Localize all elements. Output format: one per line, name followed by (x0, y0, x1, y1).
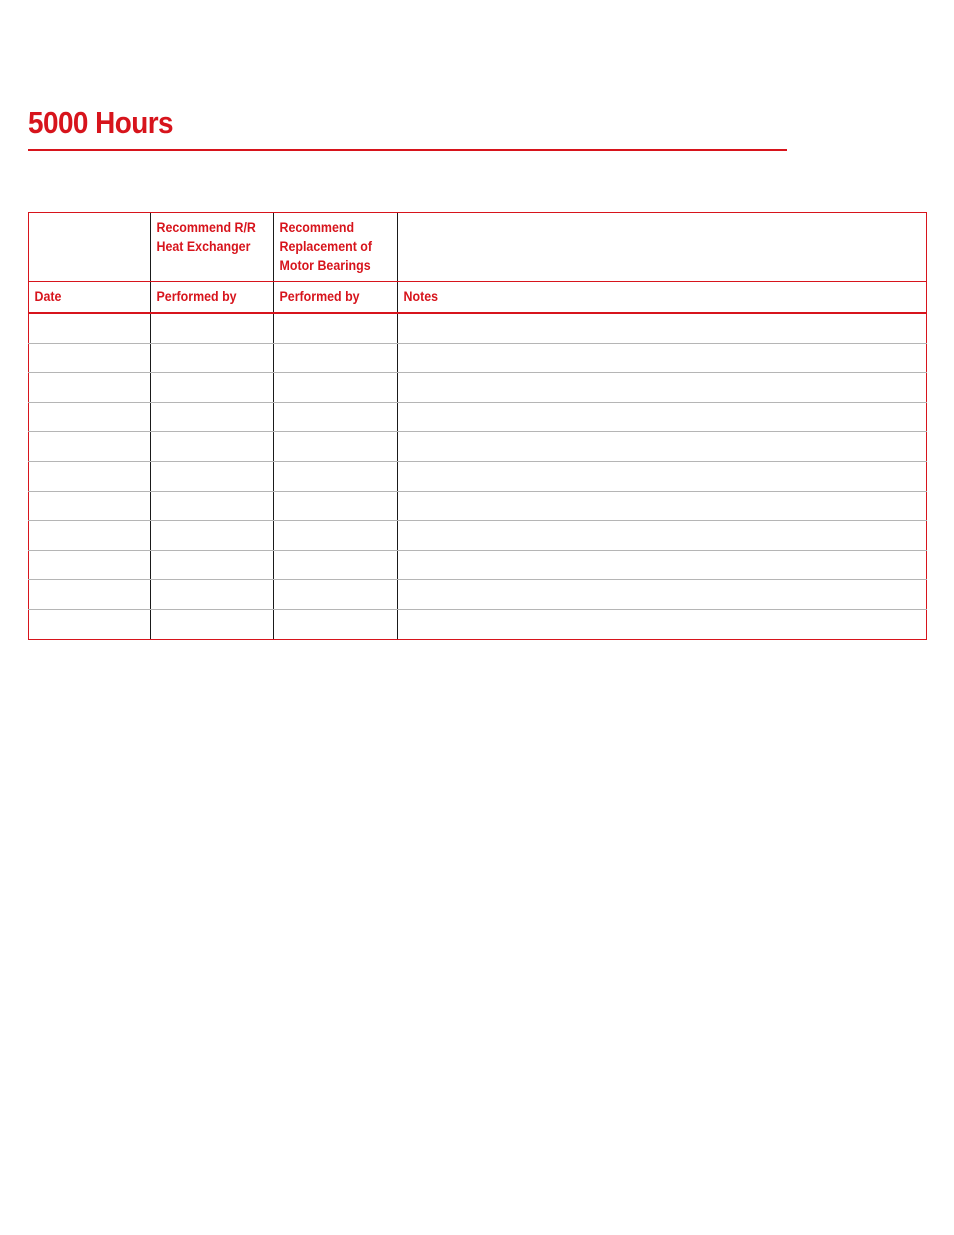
date-cell (29, 461, 151, 491)
table-row (29, 491, 927, 521)
heat-exchanger-performed-by-cell (151, 373, 274, 403)
motor-bearings-performed-by-cell (274, 432, 398, 462)
heat-exchanger-performed-by-cell (151, 609, 274, 639)
table-row (29, 343, 927, 373)
notes-cell (398, 432, 927, 462)
heat-exchanger-performed-by-cell (151, 432, 274, 462)
task-header-cell-heat-exchanger (151, 213, 274, 282)
table-row (29, 609, 927, 639)
notes-cell (398, 580, 927, 610)
motor-bearings-performed-by-cell (274, 580, 398, 610)
table-row (29, 550, 927, 580)
motor-bearings-performed-by-cell (274, 521, 398, 551)
table-row (29, 580, 927, 610)
task-header-cell-notes (398, 213, 927, 282)
motor-bearings-performed-by-cell (274, 491, 398, 521)
table-row (29, 432, 927, 462)
motor-bearings-performed-by-cell (274, 461, 398, 491)
motor-bearings-performed-by-cell (274, 343, 398, 373)
notes-cell (398, 402, 927, 432)
table-row (29, 402, 927, 432)
title-divider (28, 149, 787, 151)
notes-cell (398, 343, 927, 373)
heat-exchanger-performed-by-cell (151, 461, 274, 491)
task-header-motor-bearings: Recommend Replacement of Motor Bearings (279, 220, 373, 273)
maintenance-log-table (28, 212, 927, 640)
task-header-row (29, 213, 927, 282)
column-header-notes: Notes (403, 289, 439, 304)
heat-exchanger-performed-by-cell (151, 491, 274, 521)
task-header-heat-exchanger: Recommend R/R Heat Exchanger (156, 220, 256, 254)
heat-exchanger-performed-by-cell (151, 343, 274, 373)
date-cell (29, 521, 151, 551)
column-header-cell (398, 282, 927, 314)
column-header-date: Date (34, 289, 62, 304)
heat-exchanger-performed-by-cell (151, 550, 274, 580)
motor-bearings-performed-by-cell (274, 373, 398, 403)
task-header-cell-motor-bearings (274, 213, 398, 282)
page-title: 5000 Hours (28, 105, 174, 140)
task-header-cell-date (29, 213, 151, 282)
column-header-cell (274, 282, 398, 314)
column-header-row (29, 282, 927, 314)
date-cell (29, 432, 151, 462)
date-cell (29, 609, 151, 639)
table-row (29, 461, 927, 491)
heat-exchanger-performed-by-cell (151, 402, 274, 432)
log-entries (29, 313, 927, 639)
notes-cell (398, 461, 927, 491)
date-cell (29, 402, 151, 432)
motor-bearings-performed-by-cell (274, 609, 398, 639)
date-cell (29, 343, 151, 373)
table-row (29, 373, 927, 403)
table-row (29, 521, 927, 551)
date-cell (29, 491, 151, 521)
heat-exchanger-performed-by-cell (151, 313, 274, 343)
notes-cell (398, 609, 927, 639)
column-header-performed-by: Performed by (279, 289, 360, 304)
date-cell (29, 580, 151, 610)
column-header-cell (151, 282, 274, 314)
motor-bearings-performed-by-cell (274, 550, 398, 580)
date-cell (29, 313, 151, 343)
heat-exchanger-performed-by-cell (151, 580, 274, 610)
column-header-performed-by: Performed by (156, 289, 237, 304)
motor-bearings-performed-by-cell (274, 313, 398, 343)
notes-cell (398, 313, 927, 343)
notes-cell (398, 550, 927, 580)
column-header-cell (29, 282, 151, 314)
heat-exchanger-performed-by-cell (151, 521, 274, 551)
date-cell (29, 373, 151, 403)
notes-cell (398, 521, 927, 551)
motor-bearings-performed-by-cell (274, 402, 398, 432)
notes-cell (398, 491, 927, 521)
date-cell (29, 550, 151, 580)
table-row (29, 313, 927, 343)
notes-cell (398, 373, 927, 403)
